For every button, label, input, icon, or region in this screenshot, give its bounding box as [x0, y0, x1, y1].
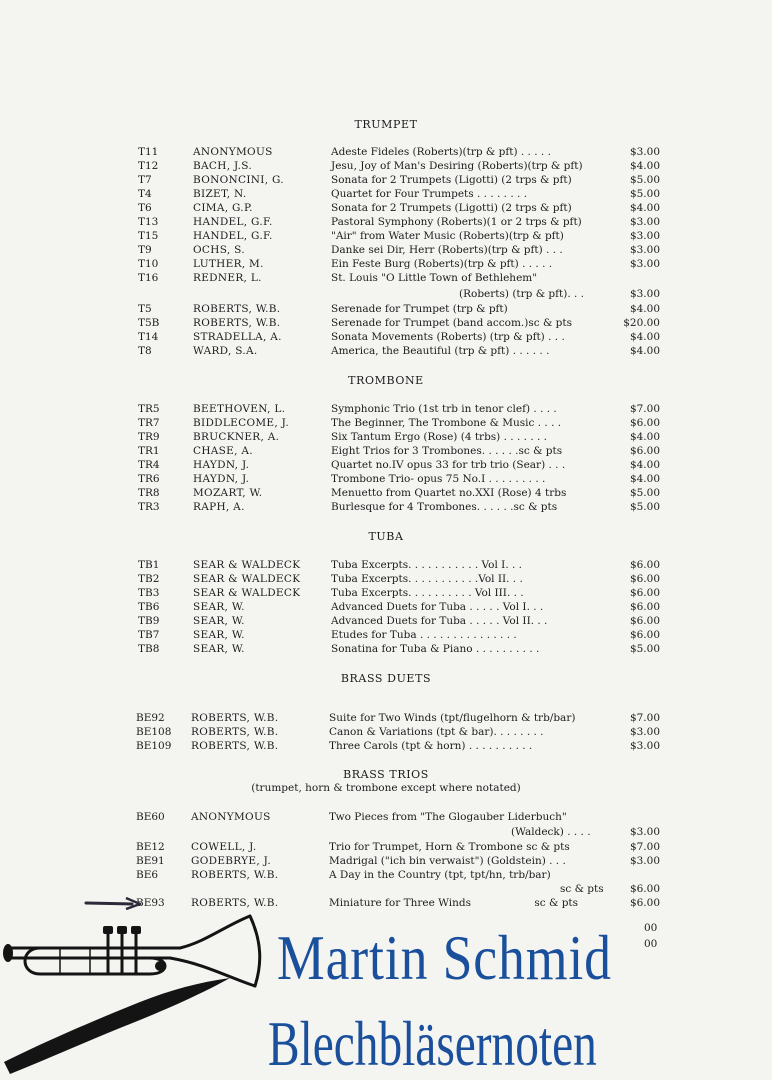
item-composer: SEAR, W. — [193, 643, 245, 655]
item-code: TB8 — [138, 643, 160, 655]
arrow-marker-icon — [84, 896, 144, 910]
catalog-row — [0, 586, 772, 600]
item-composer: BEETHOVEN, L. — [193, 403, 286, 415]
item-price: $6.00 — [629, 445, 660, 457]
item-title: Quartet for Four Trumpets . . . . . . . . — [331, 188, 528, 200]
item-price: $6.00 — [629, 559, 660, 571]
watermark-subtitle: Blechbläsernoten — [268, 1008, 597, 1079]
item-title: Etudes for Tuba . . . . . . . . . . . . . . . — [331, 629, 517, 641]
item-code: BE93 — [136, 897, 165, 909]
item-title: Advanced Duets for Tuba . . . . . Vol I. . . — [331, 601, 544, 613]
item-title: Trio for Trumpet, Horn & Trombone sc & pts — [329, 841, 570, 853]
catalog-row — [0, 243, 772, 257]
item-code: T11 — [138, 146, 159, 158]
item-code: BE60 — [136, 811, 165, 823]
item-code: TB9 — [138, 615, 160, 627]
item-price: $3.00 — [629, 288, 660, 300]
item-composer: SEAR, W. — [193, 601, 245, 613]
item-code: TB7 — [138, 629, 160, 641]
item-code: T7 — [138, 174, 152, 186]
item-price: $5.00 — [629, 487, 660, 499]
item-title: Two Pieces from "The Glogauber Liderbuch" — [329, 811, 567, 823]
item-price: $6.00 — [629, 573, 660, 585]
item-composer: ROBERTS, W.B. — [191, 726, 279, 738]
catalog-row — [0, 642, 772, 656]
catalog-row — [0, 201, 772, 215]
catalog-row — [0, 229, 772, 243]
item-title: Three Carols (tpt & horn) . . . . . . . . . . — [329, 740, 533, 752]
item-title: The Beginner, The Trombone & Music . . . . — [331, 417, 562, 429]
item-title: Madrigal ("ich bin verwaist") (Goldstein) . . . — [329, 855, 566, 867]
item-code: T9 — [138, 244, 152, 256]
catalog-row — [0, 344, 772, 358]
catalog-row — [0, 614, 772, 628]
item-price: $4.00 — [629, 345, 660, 357]
section-heading-trumpet: TRUMPET — [354, 118, 418, 131]
catalog-row — [0, 472, 772, 486]
item-composer: BIZET, N. — [193, 188, 247, 200]
item-price: $7.00 — [629, 712, 660, 724]
item-price: $3.00 — [629, 855, 660, 867]
item-code: T5B — [138, 317, 160, 329]
section-heading-brass-duets: BRASS DUETS — [340, 672, 432, 685]
item-composer: HAYDN, J. — [193, 473, 250, 485]
item-title: Sonata for 2 Trumpets (Ligotti) (2 trps & pft) — [331, 174, 572, 186]
item-composer: SEAR & WALDECK — [193, 559, 301, 571]
item-code: T12 — [138, 160, 159, 172]
item-composer: STRADELLA, A. — [193, 331, 282, 343]
item-title: Quartet no.IV opus 33 for trb trio (Sear) . . . — [331, 459, 566, 471]
item-composer: ROBERTS, W.B. — [191, 897, 279, 909]
item-code: BE6 — [136, 869, 159, 881]
catalog-row — [0, 628, 772, 642]
item-code: TR1 — [138, 445, 160, 457]
item-composer: BRUCKNER, A. — [193, 431, 280, 443]
item-title: "Air" from Water Music (Roberts)(trp & pft) — [331, 230, 564, 242]
item-title: Sonata for 2 Trumpets (Ligotti) (2 trps & pft) — [331, 202, 572, 214]
item-title: Menuetto from Quartet no.XXI (Rose) 4 trbs — [331, 487, 567, 499]
item-composer: RAPH, A. — [193, 501, 245, 513]
item-code: TR8 — [138, 487, 160, 499]
catalog-row — [0, 330, 772, 344]
item-composer: HANDEL, G.F. — [193, 230, 273, 242]
item-composer: CIMA, G.P. — [193, 202, 253, 214]
item-price: $3.00 — [629, 826, 660, 838]
item-price: $3.00 — [629, 726, 660, 738]
item-code: BE108 — [136, 726, 172, 738]
catalog-row — [0, 430, 772, 444]
item-price: $6.00 — [629, 417, 660, 429]
item-price: $5.00 — [629, 643, 660, 655]
catalog-row-continuation — [0, 825, 772, 839]
item-title: Advanced Duets for Tuba . . . . . Vol II. . . — [331, 615, 548, 627]
item-title: Ein Feste Burg (Roberts)(trp & pft) . . . . . — [331, 258, 553, 270]
item-composer: BACH, J.S. — [193, 160, 253, 172]
catalog-row — [0, 257, 772, 271]
item-composer: ROBERTS, W.B. — [191, 712, 279, 724]
item-title: Suite for Two Winds (tpt/flugelhorn & trb/bar) — [329, 712, 576, 724]
catalog-row — [0, 600, 772, 614]
item-code: TB3 — [138, 587, 160, 599]
catalog-row — [0, 444, 772, 458]
trumpet-logo-icon — [0, 912, 270, 1080]
item-code: T15 — [138, 230, 159, 242]
item-composer: ANONYMOUS — [191, 811, 271, 823]
item-composer: SEAR, W. — [193, 629, 245, 641]
item-title: Eight Trios for 3 Trombones. . . . . .sc & pts — [331, 445, 563, 457]
item-price: $4.00 — [629, 473, 660, 485]
catalog-row — [0, 187, 772, 201]
item-title: Burlesque for 4 Trombones. . . . . .sc & pts — [331, 501, 558, 513]
item-code: TR3 — [138, 501, 160, 513]
item-title: Tuba Excerpts. . . . . . . . . . . Vol I. . . — [331, 559, 523, 571]
watermark-name: Martin Schmid — [276, 922, 612, 993]
item-title: Serenade for Trumpet (trp & pft) — [331, 303, 508, 315]
item-composer: COWELL, J. — [191, 841, 257, 853]
item-code: BE91 — [136, 855, 165, 867]
watermark-banner — [0, 912, 772, 1080]
item-title: Trombone Trio- opus 75 No.I . . . . . . . . . — [331, 473, 546, 485]
catalog-row — [0, 302, 772, 316]
item-price: $5.00 — [629, 501, 660, 513]
item-code: T6 — [138, 202, 152, 214]
section-heading-brass-trios: BRASS TRIOS — [343, 768, 429, 781]
item-title-continuation: (Roberts) (trp & pft). . . — [459, 288, 585, 300]
item-title: Serenade for Trumpet (band accom.)sc & pts — [331, 317, 572, 329]
item-price: $6.00 — [629, 601, 660, 613]
item-composer: REDNER, L. — [193, 272, 262, 284]
catalog-row — [0, 173, 772, 187]
item-composer: SEAR & WALDECK — [193, 587, 301, 599]
item-code: T13 — [138, 216, 159, 228]
item-code: T5 — [138, 303, 152, 315]
item-price: $7.00 — [629, 403, 660, 415]
item-price: $3.00 — [629, 146, 660, 158]
item-code: TR9 — [138, 431, 160, 443]
item-title: Symphonic Trio (1st trb in tenor clef) . . . . — [331, 403, 557, 415]
catalog-row-continuation — [0, 882, 772, 896]
item-composer: BONONCINI, G. — [193, 174, 284, 186]
item-title: St. Louis "O Little Town of Bethlehem" — [331, 272, 538, 284]
item-title: Sonatina for Tuba & Piano . . . . . . . . . . — [331, 643, 540, 655]
item-price: $4.00 — [629, 331, 660, 343]
catalog-row — [0, 725, 772, 739]
catalog-row — [0, 416, 772, 430]
item-composer: OCHS, S. — [193, 244, 245, 256]
item-code: BE12 — [136, 841, 165, 853]
item-composer: ROBERTS, W.B. — [191, 869, 279, 881]
item-price: $6.00 — [629, 897, 660, 909]
item-title: Jesu, Joy of Man's Desiring (Roberts)(trp & pft) — [331, 160, 583, 172]
section-heading-tuba: TUBA — [368, 530, 404, 543]
catalog-row — [0, 486, 772, 500]
item-price: $3.00 — [629, 216, 660, 228]
catalog-row — [0, 500, 772, 514]
catalog-row — [0, 316, 772, 330]
item-code: TR7 — [138, 417, 160, 429]
item-price: $6.00 — [629, 629, 660, 641]
item-title-continuation: (Waldeck) . . . . — [511, 826, 591, 838]
item-code: TR5 — [138, 403, 160, 415]
item-composer: WARD, S.A. — [193, 345, 258, 357]
item-code: T4 — [138, 188, 152, 200]
item-title: A Day in the Country (tpt, tpt/hn, trb/bar) — [329, 869, 551, 881]
section-subheading-brass-trios: (trumpet, horn & trombone except where notated) — [251, 782, 521, 794]
catalog-row — [0, 159, 772, 173]
item-code: TB2 — [138, 573, 160, 585]
item-code: BE109 — [136, 740, 172, 752]
item-code: TB1 — [138, 559, 160, 571]
section-heading-trombone: TROMBONE — [348, 374, 424, 387]
item-price: $5.00 — [629, 174, 660, 186]
catalog-row — [0, 558, 772, 572]
item-price: $6.00 — [629, 883, 660, 895]
item-price: $3.00 — [629, 244, 660, 256]
item-code: BE92 — [136, 712, 165, 724]
item-code: TB6 — [138, 601, 160, 613]
item-title: Six Tantum Ergo (Rose) (4 trbs) . . . . . . . — [331, 431, 548, 443]
item-title: America, the Beautiful (trp & pft) . . . . . . — [331, 345, 550, 357]
item-price: $6.00 — [629, 587, 660, 599]
item-composer: LUTHER, M. — [193, 258, 264, 270]
item-price: $4.00 — [629, 160, 660, 172]
item-composer: ANONYMOUS — [193, 146, 273, 158]
catalog-row — [0, 854, 772, 868]
catalog-row — [0, 145, 772, 159]
item-composer: ROBERTS, W.B. — [191, 740, 279, 752]
price-fragment: 00 — [644, 938, 658, 950]
catalog-row — [0, 868, 772, 882]
item-price: $20.00 — [623, 317, 660, 329]
catalog-row — [0, 711, 772, 725]
item-composer: ROBERTS, W.B. — [193, 317, 281, 329]
item-price: $4.00 — [629, 459, 660, 471]
item-title: Pastoral Symphony (Roberts)(1 or 2 trps & pft) — [331, 216, 582, 228]
item-title: Tuba Excerpts. . . . . . . . . . Vol III. . . — [331, 587, 524, 599]
catalog-row-continuation — [0, 287, 772, 301]
item-title: Canon & Variations (tpt & bar). . . . . . . . — [329, 726, 544, 738]
item-title: Sonata Movements (Roberts) (trp & pft) . . . — [331, 331, 565, 343]
item-price: $4.00 — [629, 303, 660, 315]
item-composer: SEAR, W. — [193, 615, 245, 627]
item-price: $5.00 — [629, 188, 660, 200]
item-title-continuation: sc & pts — [560, 883, 604, 895]
item-composer: BIDDLECOME, J. — [193, 417, 290, 429]
item-title: Adeste Fideles (Roberts)(trp & pft) . . . . . — [331, 146, 551, 158]
item-title: Tuba Excerpts. . . . . . . . . . .Vol II. . . — [331, 573, 523, 585]
catalog-row — [0, 840, 772, 854]
item-composer: GODEBRYE, J. — [191, 855, 271, 867]
item-price: $4.00 — [629, 431, 660, 443]
item-price: $3.00 — [629, 258, 660, 270]
catalog-row — [0, 402, 772, 416]
item-title: Miniature for Three Winds sc & pts — [329, 897, 579, 909]
item-code: T8 — [138, 345, 152, 357]
item-code: T10 — [138, 258, 159, 270]
catalog-row — [0, 458, 772, 472]
item-price: $7.00 — [629, 841, 660, 853]
item-code: T16 — [138, 272, 159, 284]
item-composer: MOZART, W. — [193, 487, 263, 499]
item-price: $4.00 — [629, 202, 660, 214]
catalog-row — [0, 572, 772, 586]
catalog-row — [0, 810, 772, 824]
item-composer: ROBERTS, W.B. — [193, 303, 281, 315]
item-price: $6.00 — [629, 615, 660, 627]
item-composer: HANDEL, G.F. — [193, 216, 273, 228]
item-composer: HAYDN, J. — [193, 459, 250, 471]
catalog-row — [0, 215, 772, 229]
catalog-row — [0, 271, 772, 285]
item-code: TR6 — [138, 473, 160, 485]
item-composer: SEAR & WALDECK — [193, 573, 301, 585]
catalog-row — [0, 739, 772, 753]
item-code: T14 — [138, 331, 159, 343]
item-price: $3.00 — [629, 740, 660, 752]
price-fragment: 00 — [644, 922, 658, 934]
item-code: TR4 — [138, 459, 160, 471]
item-composer: CHASE, A. — [193, 445, 253, 457]
item-price: $3.00 — [629, 230, 660, 242]
item-title: Danke sei Dir, Herr (Roberts)(trp & pft) . . . — [331, 244, 563, 256]
